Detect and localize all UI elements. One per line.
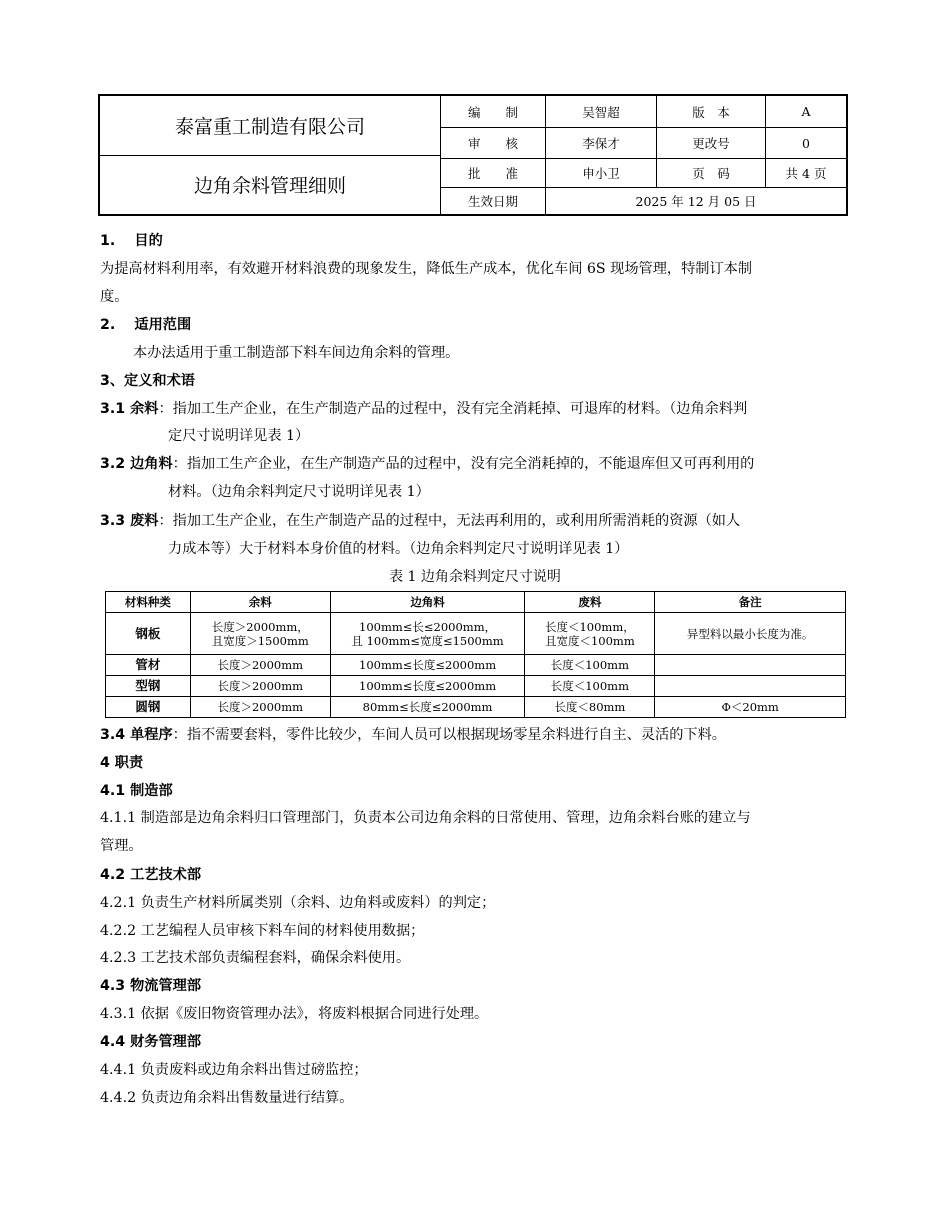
- cell-offcut: 100mm≤长度≤2000mm: [330, 676, 525, 697]
- section-4-4-title: 4.4 财务管理部: [100, 1034, 202, 1050]
- value-author: 吴智超: [546, 96, 657, 128]
- cell-note: Φ＜20mm: [655, 697, 846, 718]
- clause-4-4-2: 4.4.2 负责边角余料出售数量进行结算。: [100, 1090, 354, 1106]
- label-pages: 页 码: [657, 159, 766, 188]
- section-4-3-title: 4.3 物流管理部: [100, 978, 202, 994]
- section-4-2-title: 4.2 工艺技术部: [100, 867, 202, 883]
- clause-4-2-1: 4.2.1 负责生产材料所属类别（余料、边角料或废料）的判定；: [100, 895, 496, 911]
- value-version: A: [766, 96, 846, 128]
- cell-remnant: 长度＞2000mm: [190, 697, 330, 718]
- label-author: 编 制: [441, 96, 546, 128]
- size-criteria-table: [105, 591, 846, 718]
- cell-offcut: 80mm≤长度≤2000mm: [330, 697, 525, 718]
- col-header-remnant: 余料: [190, 592, 330, 613]
- clause-4-4-1: 4.4.1 负责废料或边角余料出售过磅监控；: [100, 1062, 368, 1078]
- section-3-title: 3、定义和术语: [100, 373, 195, 389]
- section-1-title: 1. 目的: [100, 233, 163, 249]
- value-approver: 申小卫: [546, 159, 657, 188]
- cell-offcut: 100mm≤长度≤2000mm: [330, 655, 525, 676]
- col-header-offcut: 边角料: [330, 592, 525, 613]
- cell-scrap: 长度＜80mm: [525, 697, 655, 718]
- header-meta: [441, 96, 846, 214]
- table-row: [106, 655, 846, 676]
- cell-material: 圆钢: [106, 697, 191, 718]
- cell-material: 管材: [106, 655, 191, 676]
- col-header-scrap: 废料: [525, 592, 655, 613]
- cell-scrap: 长度＜100mm， 且宽度＜100mm: [525, 613, 655, 655]
- cell-note: [655, 655, 846, 676]
- cell-material: 钢板: [106, 613, 191, 655]
- clause-4-1-1: 4.1.1 制造部是边角余料归口管理部门，负责本公司边角余料的日常使用、管理，边角余料台账的建立与: [100, 810, 751, 826]
- label-version: 版 本: [657, 96, 766, 128]
- label-effective-date: 生效日期: [441, 188, 546, 214]
- section-2-title: 2. 适用范围: [100, 317, 192, 333]
- definition-3-3-text: ：指加工生产企业，在生产制造产品的过程中，无法再利用的，或利用所需消耗的资源（如人: [158, 513, 741, 529]
- value-change-no: 0: [766, 128, 846, 159]
- clause-4-2-2: 4.2.2 工艺编程人员审核下料车间的材料使用数据；: [100, 923, 425, 939]
- col-header-material: 材料种类: [106, 592, 191, 613]
- cell-scrap: 长度＜100mm: [525, 676, 655, 697]
- cell-remnant: 长度＞2000mm: [190, 676, 330, 697]
- document-header-table: [98, 94, 848, 216]
- definition-3-1-cont: 定尺寸说明详见表 1）: [168, 428, 310, 444]
- company-name: 泰富重工制造有限公司: [100, 96, 440, 156]
- label-reviewer: 审 核: [441, 128, 546, 159]
- cell-note: 异型料以最小长度为准。: [655, 613, 846, 655]
- value-effective-date: 2025 年 12 月 05 日: [635, 194, 757, 209]
- definition-3-2-label: 3.2 边角料: [100, 456, 173, 472]
- cell-note: [655, 676, 846, 697]
- cell-scrap: 长度＜100mm: [525, 655, 655, 676]
- definition-3-4-label: 3.4 单程序: [100, 727, 173, 743]
- document-title: 边角余料管理细则: [193, 175, 346, 197]
- definition-3-4: [100, 724, 726, 744]
- definition-3-1: [100, 398, 747, 418]
- value-reviewer: 李保才: [546, 128, 657, 159]
- cell-remnant: 长度＞2000mm: [190, 655, 330, 676]
- section-1-text-cont: 度。: [100, 289, 129, 305]
- table-row: [106, 697, 846, 718]
- section-4-title: 4 职责: [100, 755, 144, 771]
- cell-material: 型钢: [106, 676, 191, 697]
- table-header-row: [106, 592, 846, 613]
- definition-3-1-text: ：指加工生产企业，在生产制造产品的过程中，没有完全消耗掉、可退库的材料。（边角余料判: [158, 401, 748, 417]
- clause-4-2-3: 4.2.3 工艺技术部负责编程套料，确保余料使用。: [100, 950, 411, 966]
- label-change-no: 更改号: [657, 128, 766, 159]
- section-4-1-title: 4.1 制造部: [100, 783, 173, 799]
- definition-3-3-label: 3.3 废料: [100, 513, 159, 529]
- table-row: [106, 613, 846, 655]
- cell-offcut: 100mm≤长≤2000mm， 且 100mm≤宽度≤1500mm: [330, 613, 525, 655]
- header-left: [100, 96, 441, 214]
- definition-3-2-text: ：指加工生产企业，在生产制造产品的过程中，没有完全消耗掉的，不能退库但又可再利用的: [172, 456, 755, 472]
- cell-remnant: 长度＞2000mm， 且宽度＞1500mm: [190, 613, 330, 655]
- definition-3-2-cont: 材料。（边角余料判定尺寸说明详见表 1）: [168, 484, 430, 500]
- clause-4-3-1: 4.3.1 依据《废旧物资管理办法》，将废料根据合同进行处理。: [100, 1006, 489, 1022]
- definition-3-1-label: 3.1 余料: [100, 401, 159, 417]
- table-row: [106, 676, 846, 697]
- value-pages: 共 4 页: [766, 159, 846, 188]
- definition-3-3-cont: 力成本等）大于材料本身价值的材料。（边角余料判定尺寸说明详见表 1）: [168, 541, 629, 557]
- clause-4-1-1-cont: 管理。: [100, 838, 143, 854]
- definition-3-2: [100, 453, 754, 473]
- table-1-caption: 表 1 边角余料判定尺寸说明: [389, 569, 561, 585]
- section-1-text: 为提高材料利用率，有效避开材料浪费的现象发生，降低生产成本，优化车间 6S 现场管理，特制订本制: [100, 261, 753, 277]
- label-approver: 批 准: [441, 159, 546, 188]
- definition-3-3: [100, 510, 740, 530]
- section-2-text: 本办法适用于重工制造部下料车间边角余料的管理。: [133, 345, 460, 361]
- definition-3-4-text: ：指不需要套料，零件比较少，车间人员可以根据现场零星余料进行自主、灵活的下料。: [172, 727, 726, 743]
- col-header-note: 备注: [655, 592, 846, 613]
